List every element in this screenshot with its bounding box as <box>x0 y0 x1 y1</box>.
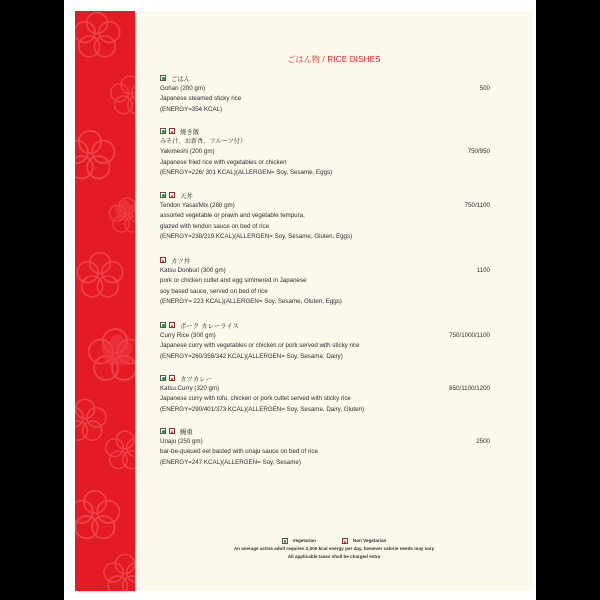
item-energy: (ENERGY=238/219 KCAL)(ALLERGEN= Soy, Sesame, Gluten, Eggs) <box>160 233 353 240</box>
menu-item-tendon: 天丼 Tendon Yasai/Mix (280 gm) 750/1100 assorted vegetable or prawn and vegetable tempura, glazed with tendon sauce on bed of rice (ENERGY=238/219 KCAL)(ALLERGEN= Soy, Sesame, Gluten, Eggs) <box>160 190 490 243</box>
item-desc: glazed with tendon sauce on bed of rice <box>160 222 270 230</box>
nonveg-icon <box>342 538 348 544</box>
item-energy: (ENERGY= 223 KCAL)(ALLERGEN= Soy, Sesame, Gluten, Eggs) <box>160 298 342 305</box>
item-energy: (ENERGY=226/ 301 KCAL)(ALLERGEN= Soy, Sesame, Eggs) <box>160 169 333 176</box>
nonveg-icon <box>169 428 175 434</box>
energy-note: An average active adult requires 2,000 kcal energy per day, however calorie needs may vary <box>233 546 435 551</box>
right-border <box>536 0 600 600</box>
legend-nonveg-label: Non Vegetarian <box>352 538 387 543</box>
nonveg-icon <box>169 192 175 198</box>
item-name: Yakimeshi (200 gm) <box>160 148 215 155</box>
item-desc: soy based sauce, served on bed of rice <box>160 287 268 295</box>
item-desc: Japanese curry with vegetables or chicken or pork served with sticky rice <box>160 342 360 349</box>
menu-item-gohan: ごはん Gohan (200 gm) 500 Japanese steamed sticky rice (ENERGY=354 KCAL) <box>160 73 490 115</box>
legend-veg-label: Vegetarian <box>292 538 316 543</box>
nonveg-icon <box>169 322 175 328</box>
left-border <box>0 0 64 600</box>
item-price: 750/1000/1100 <box>449 331 490 339</box>
item-price: 750/950 <box>467 148 490 155</box>
menu-item-yakimeshi: 焼き飯 みそ汁、お新香、フルーツ付） Yakimeshi (200 gm) 750/950 Japanese fried rice with vegetables or chicken (ENERGY=226/ 301 KCAL)(ALLERGEN= Soy, Sesame, Eggs) <box>160 126 490 179</box>
item-desc: assorted vegetable or prawn and vegetable tempura, <box>160 212 305 219</box>
menu-item-katsu-donburi: カツ丼 Katsu Donburi (300 gm) 1100 pork or chicken cutlet and egg simmered in Japanese soy based sauce, served on bed of rice (ENERGY= 223 KCAL)(ALLERGEN= Soy, Sesame, Gluten, Eggs) <box>160 255 490 308</box>
veg-icon <box>160 192 166 198</box>
menu-footer <box>135 537 533 561</box>
item-desc: bar-be-queued eel basted with unaju sauce on bed of rice <box>160 448 318 455</box>
item-name: Tendon Yasai/Mix (280 gm) <box>160 201 235 209</box>
item-name: Unaju (250 gm) <box>160 437 203 445</box>
item-desc: Japanese fried rice with vegetables or chicken <box>160 158 287 166</box>
item-price: 750/1100 <box>464 201 490 209</box>
veg-icon <box>282 538 288 544</box>
item-desc: Japanese steamed sticky rice <box>160 95 242 102</box>
tax-note: All applicable taxes shall be charged extra <box>287 554 381 559</box>
item-energy: (ENERGY=354 KCAL) <box>160 105 223 113</box>
red-floral-band <box>75 11 135 591</box>
menu-item-curry-rice: ポーク カレーライス Curry Rice (300 gm) 750/1000/1100 Japanese curry with vegetables or chicken or pork served with sticky rice (ENERGY=260/358/342 KCAL)(ALLERGEN= Soy, Sesame, Dairy) <box>160 320 490 362</box>
nonveg-icon <box>169 375 175 381</box>
item-price: 2500 <box>476 437 490 445</box>
item-energy: (ENERGY=290/401/373 KCAL)(ALLERGEN= Soy, Sesame, Dairy, Gluten) <box>160 405 365 413</box>
item-desc: Japanese curry with tofu, chicken or pork cutlet served with sticky rice <box>160 395 351 402</box>
item-jp-subtitle: みそ汁、お新香、フルーツ付） <box>160 137 247 145</box>
nonveg-icon <box>169 128 175 134</box>
item-name: Katsu Donburi (300 gm) <box>160 266 226 274</box>
section-title: ごはん物 / RICE DISHES <box>287 55 381 64</box>
menu-item-katsu-curry: カツカレー Katsu Curry (320 gm) 850/1100/1200 Japanese curry with tofu, chicken or pork cutlet served with sticky rice (ENERGY=290/401/373 KCAL)(ALLERGEN= Soy, Sesame, Dairy, Gluten) <box>160 373 490 415</box>
veg-icon <box>160 128 166 134</box>
veg-icon <box>160 428 166 434</box>
item-price: 500 <box>479 84 490 92</box>
veg-icon <box>160 75 166 81</box>
item-energy: (ENERGY=260/358/342 KCAL)(ALLERGEN= Soy, Sesame, Dairy) <box>160 352 343 360</box>
sakura-pattern <box>75 11 135 591</box>
item-price: 1100 <box>476 266 490 274</box>
diet-legend <box>135 537 533 545</box>
menu-item-unaju: 鰻重 Unaju (250 gm) 2500 bar-be-queued eel basted with unaju sauce on bed of rice (ENERGY=247 KCAL)(ALLERGEN= Soy, Sesame) <box>160 426 490 468</box>
item-energy: (ENERGY=247 KCAL)(ALLERGEN= Soy, Sesame) <box>160 458 301 466</box>
nonveg-icon <box>160 257 166 263</box>
item-price: 850/1100/1200 <box>449 384 490 392</box>
item-desc: pork or chicken cutlet and egg simmered in Japanese <box>160 277 307 284</box>
veg-icon <box>160 375 166 381</box>
menu-page <box>75 11 533 591</box>
item-name: Curry Rice (300 gm) <box>160 331 216 339</box>
item-name: Katsu Curry (320 gm) <box>160 384 220 392</box>
veg-icon <box>160 322 166 328</box>
item-name: Gohan (200 gm) <box>160 84 206 92</box>
